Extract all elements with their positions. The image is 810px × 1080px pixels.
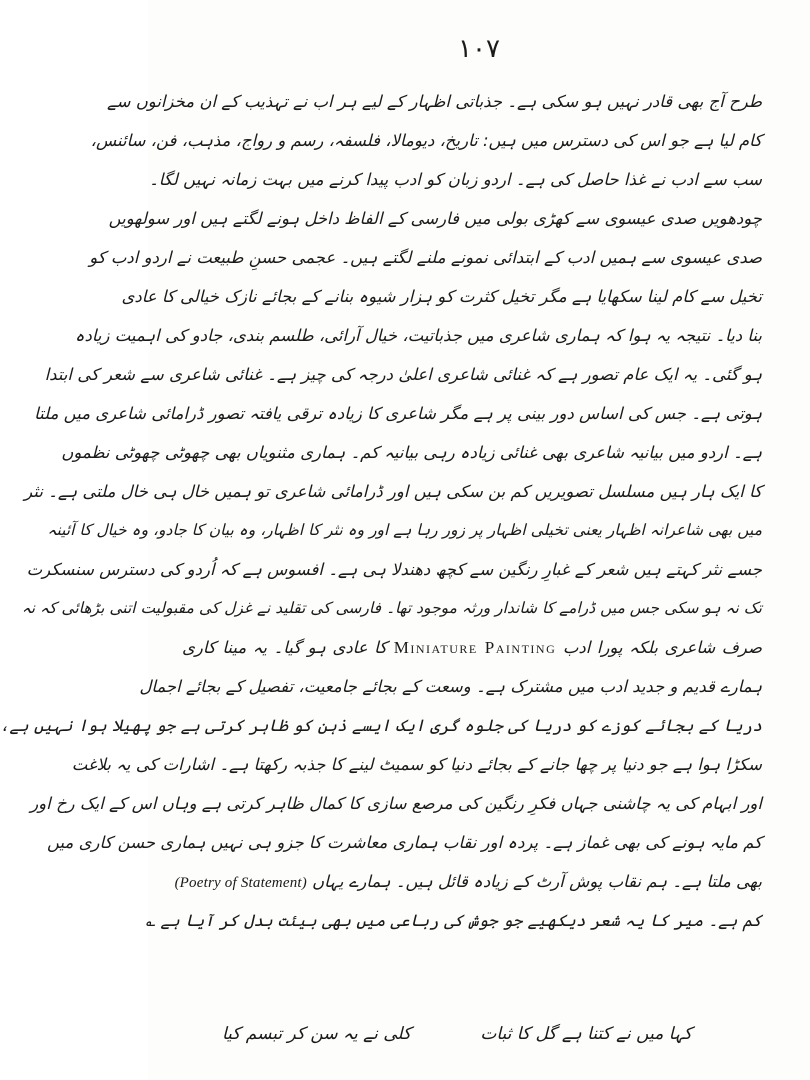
verse-couplet [222,1018,692,1050]
text-line: کم مایہ ہونے کی بھی غماز ہے۔ پردہ اور نقاب ہماری معاشرت کا جزو ہی نہیں ہماری حسن کاری میں [46,833,762,852]
verse-first-hemistich: کہا میں نے کتنا ہے گل کا ثبات [480,1024,692,1044]
body-text [0,82,763,940]
english-term: (Poetry of Statement) [174,875,307,891]
text-line: سب سے ادب نے غذا حاصل کی ہے۔ اردو زبان کو ادب پیدا کرنے میں بہت زمانہ نہیں لگا۔ [149,170,762,189]
text-line: ہے۔ اردو میں بیانیہ شاعری بھی غنائی زیادہ رہی بیانیہ کم۔ ہماری مثنویاں بھی چھوٹی چھوٹی نظموں [61,443,762,462]
text-line: اور ابہام کی یہ چاشنی جہاں فکرِ رنگین کی مرصع سازی کا کمال ظاہر کرتی ہے وہاں اس کے ایک رخ اور [30,794,762,813]
text-line: تخیل سے کام لینا سکھایا ہے مگر تخیل کثرت کو ہزار شیوہ بنانے کے بجائے نازک خیالی کا عادی [121,287,762,306]
text-line: کام لیا ہے جو اس کی دسترس میں ہیں: تاریخ، دیومالا، فلسفہ، رسم و رواج، مذہب، فن، سائنس، [90,131,762,150]
text-line: دریا کے بجائے کوزے کو دریا کی جلوہ گری ایک ایسے ذہن کو ظاہر کرتی ہے جو پھیلا ہوا نہیں ہے، [0,716,762,735]
text-line: کا ایک ہار ہیں مسلسل تصویریں کم بن سکی ہیں اور ڈرامائی شاعری تو ہمیں خال ہی خال ملتی ہے۔ نثر [24,482,762,501]
text-line: کم ہے۔ میر کا یہ شعر دیکھیے جو جوش کی رباعی میں بھی بیئت بدل کر آیا ہے ؎ [145,911,762,930]
text-line: صدی عیسوی سے ہمیں ادب کے ابتدائی نمونے ملنے لگتے ہیں۔ عجمی حسنِ طبیعت نے اردو ادب کو [89,248,762,267]
text-line: تک نہ ہو سکی جس میں ڈرامے کا شاندار ورثہ موجود تھا۔ فارسی کی تقلید نے غزل کی مقبولیت اتنی بڑھائی کہ نہ [21,599,762,617]
text-line: ہو گئی۔ یہ ایک عام تصور ہے کہ غنائی شاعری اعلیٰ درجہ کی چیز ہے۔ غنائی شاعری سے شعر کی ابتدا [44,365,762,384]
verse-second-hemistich: کلی نے یہ سن کر تبسم کیا [222,1024,412,1044]
text-line: ہمارے قدیم و جدید ادب میں مشترک ہے۔ وسعت کے بجائے جامعیت، تفصیل کے بجائے اجمال [139,677,762,696]
text-line: سکڑا ہوا ہے جو دنیا پر چھا جانے کے بجائے دنیا کو سمیٹ لینے کا جذبہ رکھتا ہے۔ اشارات کی یہ بلاغت [71,755,762,774]
text-line: چودھویں صدی عیسوی سے کھڑی بولی میں فارسی کے الفاظ داخل ہونے لگتے ہیں اور سولھویں [108,209,762,228]
text-line: بھی ملتا ہے۔ ہم نقاب پوش آرٹ کے زیادہ قائل ہیں۔ ہمارے یہاں (Poetry of Statement) [174,872,762,891]
text-line: طرح آج بھی قادر نہیں ہو سکی ہے۔ جذباتی اظہار کے لیے ہر اب نے تہذیب کے ان مخزانوں سے [106,92,762,111]
page-number: ۱۰۷ [458,34,500,64]
text-line: ہوتی ہے۔ جس کی اساس دور بینی پر ہے مگر شاعری کا زیادہ ترقی یافتہ تصور ڈرامائی شاعری میں ملتا [34,404,762,423]
text-line: بنا دیا۔ نتیجہ یہ ہوا کہ ہماری شاعری میں جذباتیت، خیال آرائی، طلسم بندی، جادو کی اہمیت زیادہ [74,326,762,345]
text-line: جسے نثر کہتے ہیں شعر کے غبارِ رنگین سے کچھ دھندلا ہی ہے۔ افسوس ہے کہ اُردو کی دسترس سنسکرت [26,560,762,579]
text-line: میں بھی شاعرانہ اظہار یعنی تخیلی اظہار پر زور رہا ہے اور وہ نثر کا اظہار، وہ بیان کا جادو، وہ خیال کا آئینہ [47,521,762,539]
english-term: Miniature Painting [393,638,557,657]
text-line: صرف شاعری بلکہ پورا ادب Miniature Painting کا عادی ہو گیا۔ یہ مینا کاری [182,638,763,657]
